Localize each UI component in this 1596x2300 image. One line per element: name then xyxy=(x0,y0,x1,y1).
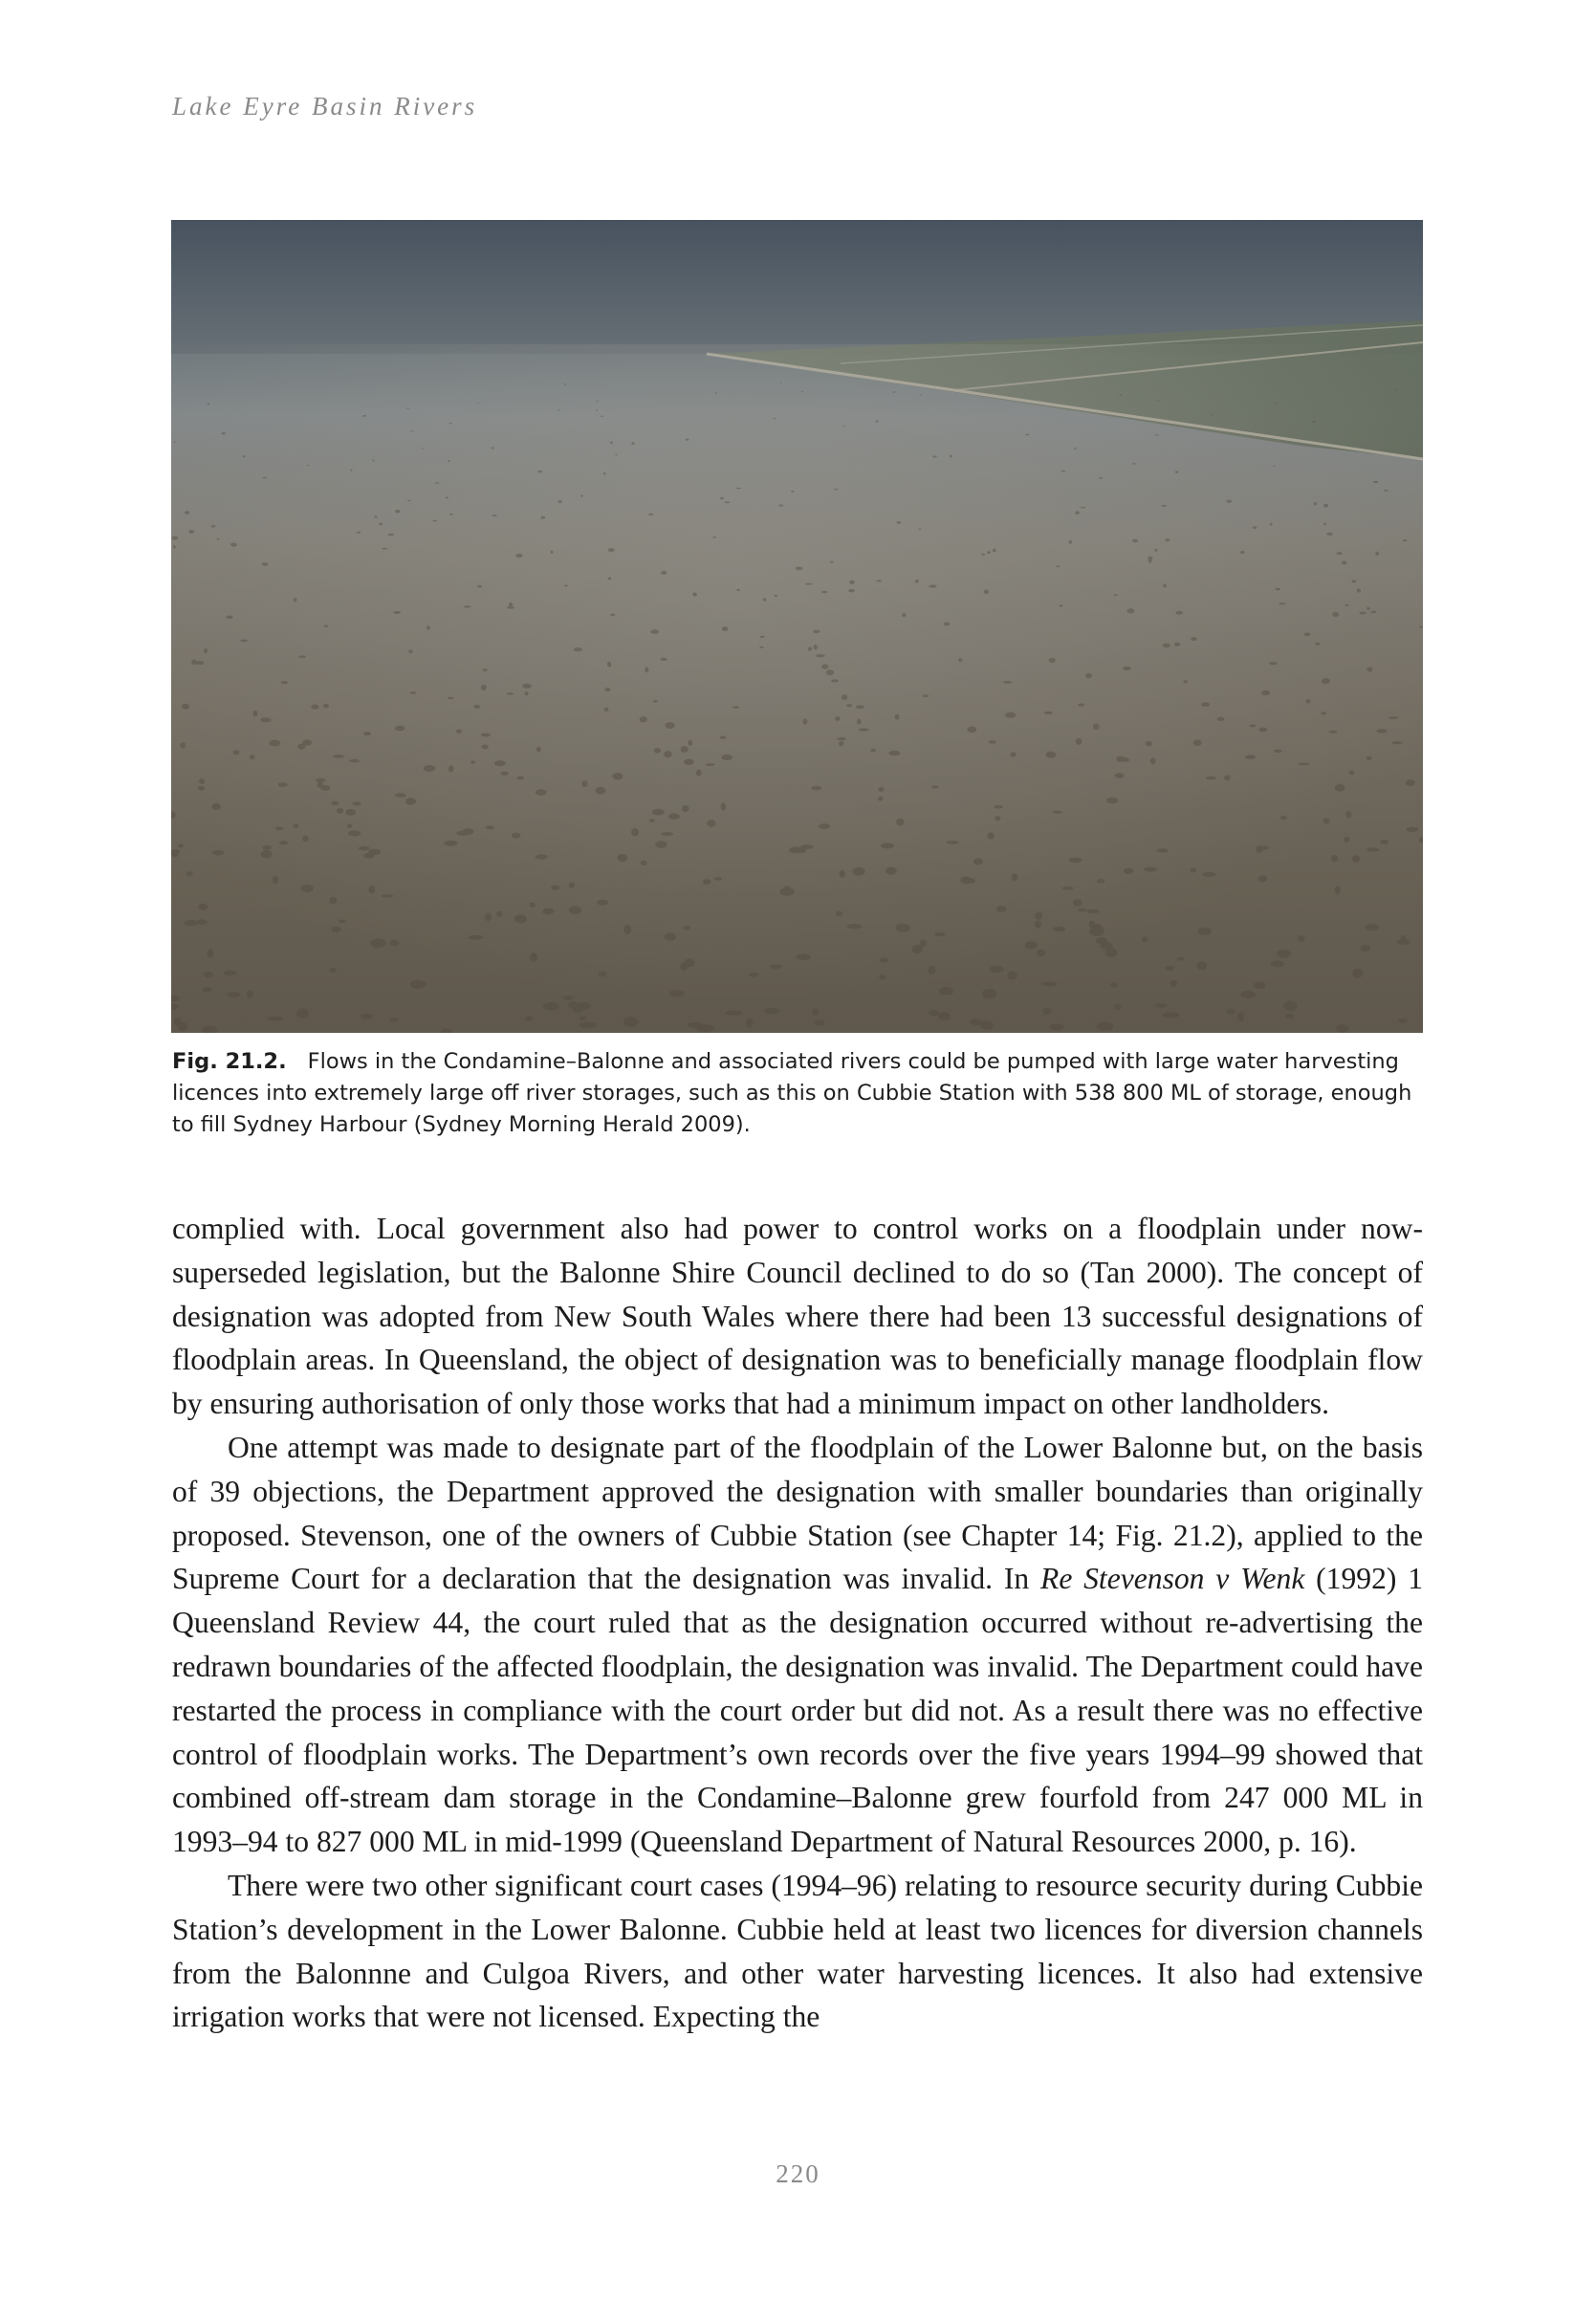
paragraph-2-part-1: One attempt was made to designate part of the floodplain of the Lower Balonne but, on the basis of 39 objections, the Department approved the designation with smaller boundaries than originally proposed. Stevenson, one of the owners of Cubbie Station (see Chapter 14; Fig. 21.2), applied to the Supreme Court for a declaration that the designation was invalid. In xyxy=(172,1430,1423,1596)
paragraph-1: complied with. Local government also had power to control works on a floodplain under now-superseded legislation, but the Balonne Shire Council declined to do so (Tan 2000). The concept of designation was adopted from New South Wales where there had been 13 successful designations of floodplain areas. In Queensland, the object of designation was to beneficially manage floodplain flow by ensuring authorisation of only those works that had a minimum impact on other landholders. xyxy=(172,1212,1423,1421)
page-number: 220 xyxy=(776,2159,820,2188)
aerial-floodplain-photo xyxy=(171,220,1423,1033)
paragraph-2-part-2: (1992) 1 Queensland Review 44, the court ruled that as the designation occurred without re-advertising the redrawn boundaries of the affected floodplain, the designation was invalid. The Department could have restarted the process in compliance with the court order but did not. As a result there was no effective control of floodplain works. The Department’s own records over the five years 1994–99 showed that combined off-stream dam storage in the Condamine–Balonne grew fourfold from 247 000 ML in 1993–94 to 827 000 ML in mid-1999 (Queensland Department of Natural Resources 2000, p. 16). xyxy=(172,1562,1423,1859)
figure-caption-text: Flows in the Condamine–Balonne and associated rivers could be pumped with large water harvesting licences into extremely large off river storages, such as this on Cubbie Station with 538 800 ML of storage, enough to fill Sydney Harbour (Sydney Morning Herald 2009). xyxy=(172,1049,1412,1137)
running-head: Lake Eyre Basin Rivers xyxy=(172,92,478,120)
figure-caption xyxy=(172,1046,1423,1141)
paragraph-3: There were two other significant court cases (1994–96) relating to resource security during Cubbie Station’s development in the Lower Balonne. Cubbie held at least two licences for diversion channels from the Balonnne and Culgoa Rivers, and other water harvesting licences. It also had extensive irrigation works that were not licensed. Expecting the xyxy=(172,1868,1423,2034)
figure-label: Fig. 21.2. xyxy=(172,1049,287,1074)
case-name: Re Stevenson v Wenk xyxy=(1040,1562,1305,1596)
photo-illustration xyxy=(171,220,1423,1033)
paragraph-2 xyxy=(172,1426,1423,1864)
body-text xyxy=(172,1207,1423,2039)
